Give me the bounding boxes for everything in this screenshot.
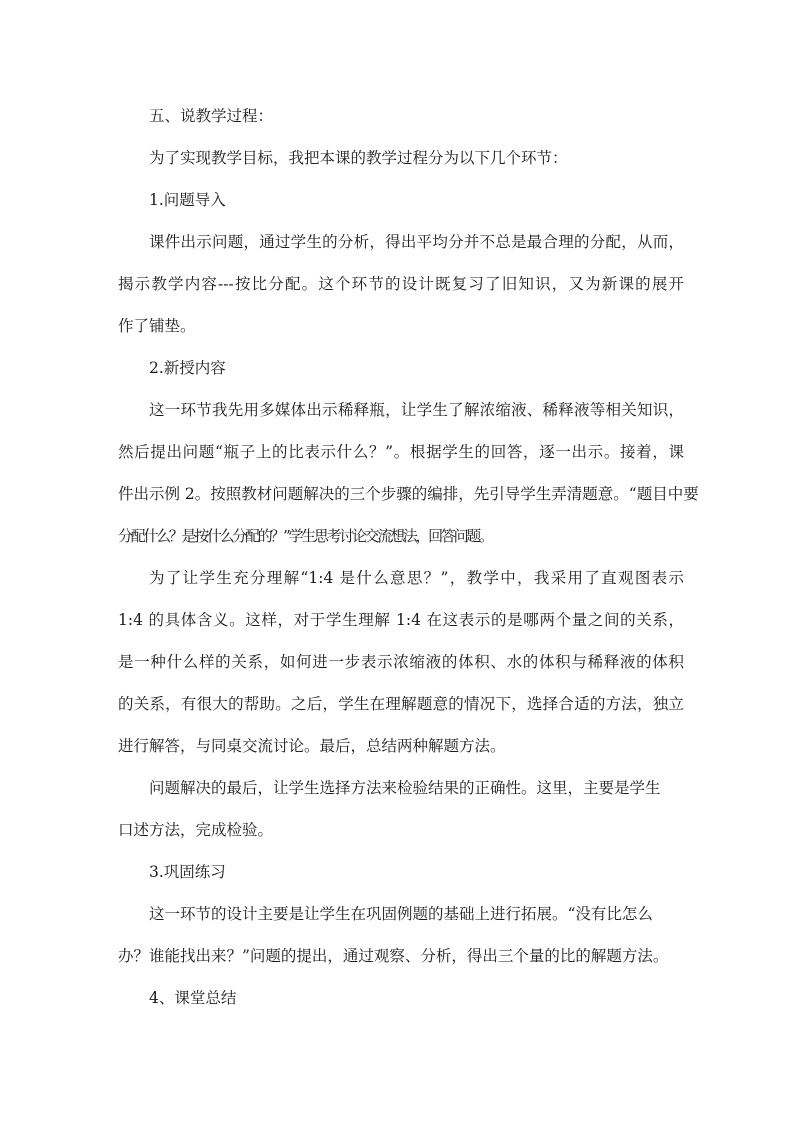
step2-p2-line-3: 是一种什么样的关系，如何进一步表示浓缩液的体积、水的体积与稀释液的体积 [118,653,684,671]
step1-line-3: 作了铺垫。 [118,317,196,335]
step2-p1-line-1: 这一环节我先用多媒体出示稀释瓶，让学生了解浓缩液、稀释液等相关知识， [149,401,684,419]
step2-heading: 2.新授内容 [149,359,226,377]
section-title: 五、说教学过程： [149,107,274,125]
step2-p3-line-2: 口述方法，完成检验。 [118,821,274,839]
intro-text: 为了实现教学目标，我把本课的教学过程分为以下几个环节： [149,149,568,167]
step1-line-1: 课件出示问题，通过学生的分析，得出平均分并不总是最合理的分配，从而， [149,233,684,251]
step2-p2-line-4: 的关系，有很大的帮助。之后，学生在理解题意的情况下，选择合适的方法，独立 [118,695,684,713]
step4-heading: 4、课堂总结 [149,989,237,1007]
step2-p3-line-1: 问题解决的最后，让学生选择方法来检验结果的正确性。这里，主要是学生 [149,779,661,797]
step2-p2-line-2: 1:4 的具体含义。这样，对于学生理解 1:4 在这表示的是哪两个量之间的关系， [118,611,684,629]
step3-line-1: 这一环节的设计主要是让学生在巩固例题的基础上进行拓展。“没有比怎么 [149,905,653,923]
step2-p2-line-5: 进行解答，与同桌交流讨论。最后，总结两种解题方法。 [118,737,506,755]
step3-heading: 3.巩固练习 [149,863,226,881]
step2-p2-line-1: 为了让学生充分理解“1:4 是什么意思？”，教学中，我采用了直观图表示 [149,569,684,587]
step1-heading: 1.问题导入 [149,191,226,209]
step3-line-2: 办？谁能找出来？”问题的提出，通过观察、分析，得出三个量的比的解题方法。 [118,947,669,965]
step2-p1-line-2: 然后提出问题“瓶子上的比表示什么？”。根据学生的回答，逐一出示。接着，课 [118,443,684,461]
step2-p1-line-3: 件出示例 2。按照教材问题解决的三个步骤的编排，先引导学生弄清题意。“题目中要 [118,485,699,503]
step1-line-2: 揭示教学内容---按比分配。这个环节的设计既复习了旧知识，又为新课的展开 [118,275,684,293]
step2-p1-line-4: 分配什么？是按什么分配的？”学生思考讨论交流想法，回答问题。 [118,527,492,545]
